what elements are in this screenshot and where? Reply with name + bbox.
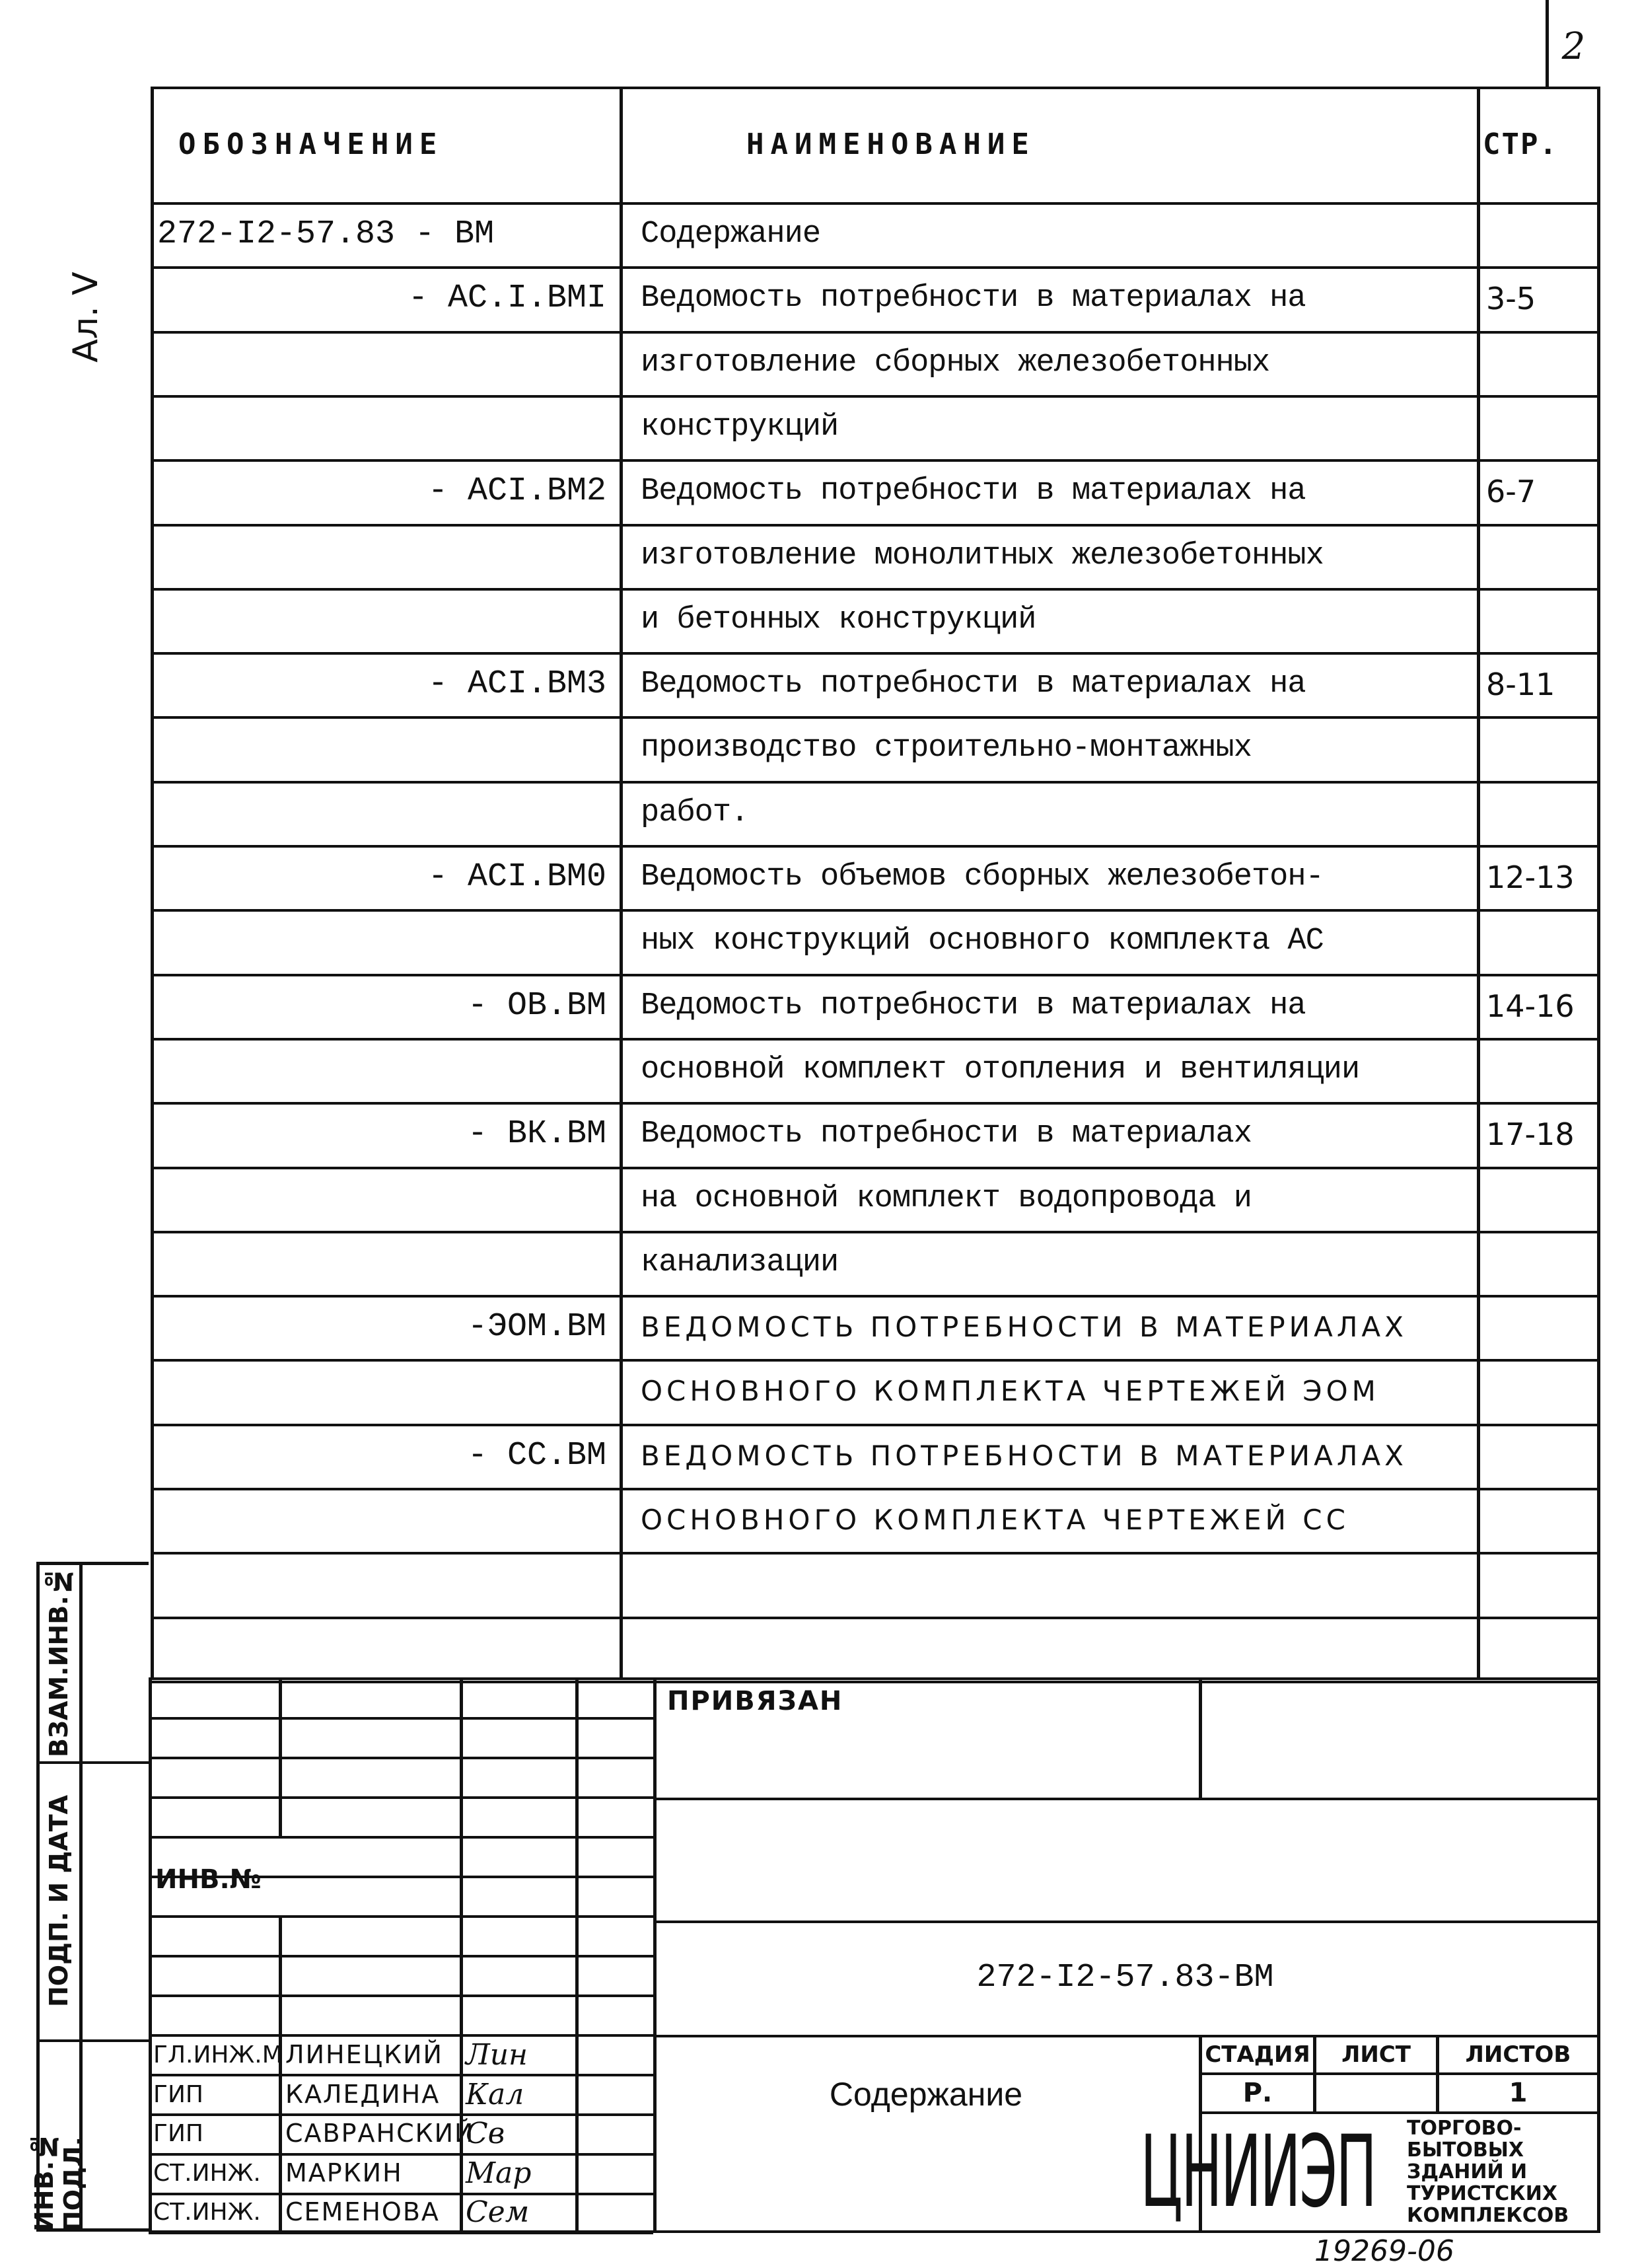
row-name: Ведомость потребности в материалах xyxy=(641,1116,1252,1152)
title-grid-line xyxy=(279,1677,282,1836)
row-designation: - АСI.ВМ0 xyxy=(427,858,606,896)
row-page xyxy=(1486,1552,1595,1616)
sheets-value: 1 xyxy=(1509,2077,1528,2108)
row-designation xyxy=(157,781,620,845)
header-name: НАИМЕНОВАНИЕ xyxy=(746,128,1036,161)
row-page xyxy=(1486,909,1595,973)
margin-label-vzam: ВЗАМ.ИНВ.№ xyxy=(44,1566,73,1758)
row-designation xyxy=(157,588,620,652)
row-designation: - СС.ВМ xyxy=(467,1437,606,1475)
sheet-value xyxy=(1316,2074,1436,2111)
signature-mark: Лин xyxy=(466,2037,528,2072)
signature-mark: Св xyxy=(466,2116,505,2150)
signature-role: СТ.ИНЖ. xyxy=(153,2159,261,2187)
signature-name: ЛИНЕЦКИЙ xyxy=(285,2040,443,2069)
header-page: СТР. xyxy=(1483,128,1558,161)
row-name: Ведомость потребности в материалах на xyxy=(641,474,1306,509)
row-page xyxy=(1486,1488,1595,1552)
row-designation xyxy=(157,716,620,780)
row-name: ВЕДОМОСТЬ ПОТРЕБНОСТИ В МАТЕРИАЛАХ xyxy=(641,1311,1407,1343)
row-name: на основной комплект водопровода и xyxy=(641,1181,1252,1216)
signature-role: ГИП xyxy=(153,2080,203,2108)
row-name xyxy=(641,1552,1476,1616)
row-designation: - АСI.ВМ3 xyxy=(427,665,606,703)
row-page: 17-18 xyxy=(1486,1116,1575,1152)
signature-mark: Кал xyxy=(466,2077,524,2111)
row-page xyxy=(1486,781,1595,845)
row-designation xyxy=(157,909,620,973)
row-designation: - ОВ.ВМ xyxy=(467,987,606,1025)
signature-name: САВРАНСКИЙ xyxy=(285,2119,475,2148)
signature-mark: Сем xyxy=(466,2195,530,2229)
page-number: 2 xyxy=(1561,24,1586,68)
row-designation xyxy=(157,524,620,588)
row-page xyxy=(1486,1617,1595,1681)
privyazan-label: ПРИВЯЗАН xyxy=(667,1686,843,1716)
document-code: 272-I2-57.83-ВМ xyxy=(976,1959,1274,1996)
row-designation: - АС.I.ВМI xyxy=(408,279,606,317)
sheets-label: ЛИСТОВ xyxy=(1465,2041,1571,2068)
row-name: изготовление сборных железобетонных xyxy=(641,346,1270,381)
signature-name: МАРКИН xyxy=(285,2158,403,2187)
row-page: 14-16 xyxy=(1486,988,1575,1024)
title-grid-line xyxy=(149,2232,653,2234)
row-designation xyxy=(157,1617,620,1681)
row-page: 6-7 xyxy=(1486,473,1536,509)
row-name: Ведомость потребности в материалах на xyxy=(641,281,1306,316)
org-name-line: КОМПЛЕКСОВ xyxy=(1407,2204,1569,2227)
org-name-line: БЫТОВЫХ xyxy=(1407,2139,1524,2162)
title-grid-line xyxy=(460,1677,463,2232)
row-page xyxy=(1486,202,1595,266)
row-designation xyxy=(157,1038,620,1102)
row-name: производство строительно-монтажных xyxy=(641,731,1252,766)
row-designation xyxy=(157,1552,620,1616)
title-grid-line xyxy=(575,1677,579,2232)
org-name xyxy=(1407,2117,1598,2230)
org-name-line: ТУРИСТСКИХ xyxy=(1407,2182,1557,2205)
row-designation xyxy=(157,331,620,395)
document-title: Содержание xyxy=(829,2076,1023,2113)
row-name: канализации xyxy=(641,1245,839,1280)
org-name-line: ЗДАНИЙ И xyxy=(1407,2160,1528,2183)
row-designation xyxy=(157,1359,620,1423)
row-page xyxy=(1486,588,1595,652)
header-designation: ОБОЗНАЧЕНИЕ xyxy=(178,128,444,161)
row-designation: 272-I2-57.83 - ВМ xyxy=(157,215,495,253)
row-name: Ведомость потребности в материалах на xyxy=(641,667,1306,702)
margin-label-inv-podl: ИНВ.№ ПОДЛ. xyxy=(30,2131,88,2232)
row-name: изготовление монолитных железобетонных xyxy=(641,538,1324,573)
row-name: работ. xyxy=(641,795,749,830)
row-name: ВЕДОМОСТЬ ПОТРЕБНОСТИ В МАТЕРИАЛАХ xyxy=(641,1440,1407,1472)
row-page xyxy=(1486,1231,1595,1295)
row-designation xyxy=(157,1231,620,1295)
org-logo: ЦНИИЭП xyxy=(1140,2114,1376,2230)
row-designation xyxy=(157,395,620,459)
row-page xyxy=(1486,1038,1595,1102)
row-page: 3-5 xyxy=(1486,280,1536,316)
sheet-label: ЛИСТ xyxy=(1341,2041,1411,2068)
row-designation: - АСI.ВМ2 xyxy=(427,472,606,510)
row-designation: - ВК.ВМ xyxy=(467,1115,606,1153)
row-page: 8-11 xyxy=(1486,666,1555,702)
row-designation xyxy=(157,1167,620,1231)
archive-number: 19269-06 xyxy=(1314,2234,1454,2268)
row-page xyxy=(1486,1295,1595,1359)
row-name: Ведомость объемов сборных железобетон- xyxy=(641,860,1324,895)
stage-label: СТАДИЯ xyxy=(1205,2041,1310,2068)
row-page xyxy=(1486,524,1595,588)
row-designation: -ЭОМ.ВМ xyxy=(467,1308,606,1346)
row-page: 12-13 xyxy=(1486,859,1575,895)
row-page xyxy=(1486,395,1595,459)
row-designation xyxy=(157,1488,620,1552)
signature-role: СТ.ИНЖ. xyxy=(153,2198,261,2226)
title-grid-line xyxy=(279,1915,282,2232)
row-name xyxy=(641,1617,1476,1681)
row-page xyxy=(1486,1359,1595,1423)
signature-role: ГИП xyxy=(153,2119,203,2147)
signature-name: СЕМЕНОВА xyxy=(285,2197,440,2226)
album-note: Ал. V xyxy=(66,272,106,363)
signature-name: КАЛЕДИНА xyxy=(285,2080,441,2109)
row-name: Содержание xyxy=(641,217,821,252)
signature-role: ГЛ.ИНЖ.М xyxy=(153,2041,283,2068)
row-name: ОСНОВНОГО КОМПЛЕКТА ЧЕРТЕЖЕЙ ЭОМ xyxy=(641,1375,1380,1407)
row-page xyxy=(1486,716,1595,780)
stage-value: Р. xyxy=(1242,2077,1273,2108)
row-name: основной комплект отопления и вентиляции xyxy=(641,1052,1360,1087)
org-name-line: ТОРГОВО- xyxy=(1407,2117,1522,2140)
row-name: ных конструкций основного комплекта АС xyxy=(641,924,1324,959)
row-name: конструкций xyxy=(641,410,839,445)
inv-number-label: ИНВ.№ xyxy=(155,1864,262,1895)
row-page xyxy=(1486,331,1595,395)
row-page xyxy=(1486,1167,1595,1231)
row-name: ОСНОВНОГО КОМПЛЕКТА ЧЕРТЕЖЕЙ СС xyxy=(641,1504,1349,1536)
signature-mark: Мар xyxy=(466,2156,532,2190)
row-page xyxy=(1486,1424,1595,1488)
margin-label-podp: ПОДП. И ДАТА xyxy=(44,1794,73,2008)
row-name: Ведомость потребности в материалах на xyxy=(641,988,1306,1023)
row-name: и бетонных конструкций xyxy=(641,603,1036,638)
